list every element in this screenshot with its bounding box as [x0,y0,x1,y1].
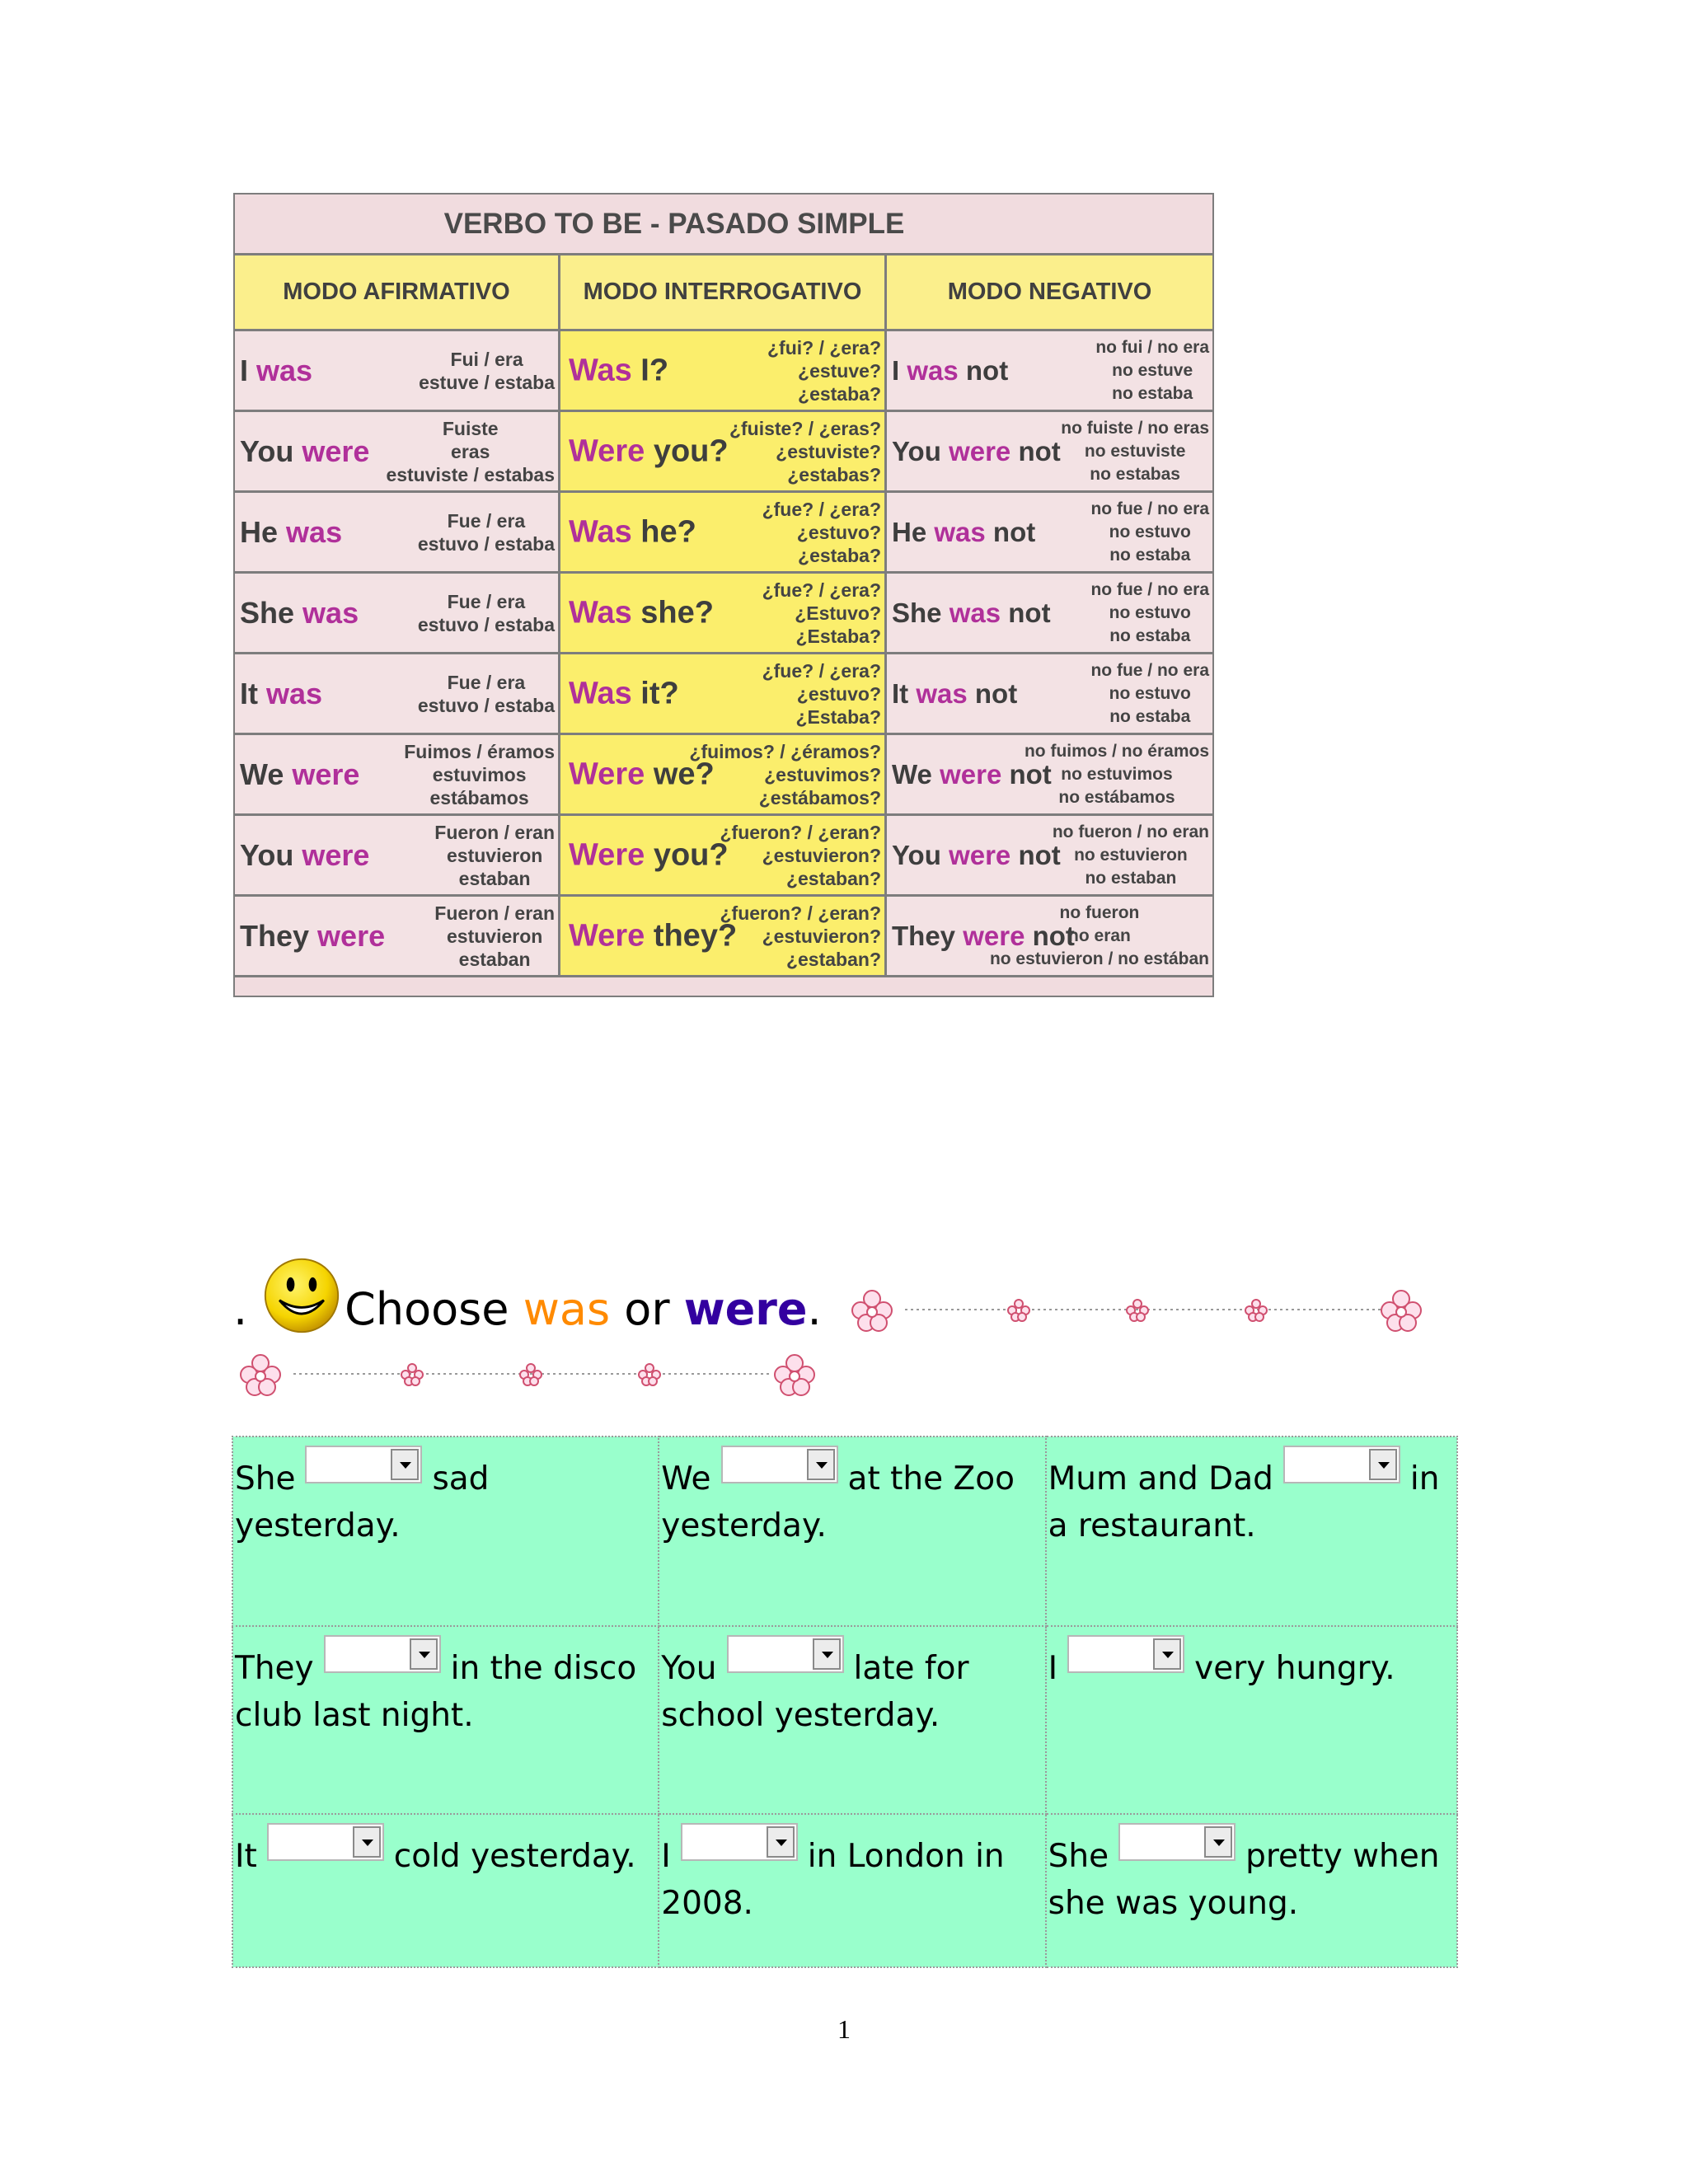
translation [1090,659,1209,729]
exercise-cell [232,1626,659,1814]
chart-cell-negative [887,412,1212,493]
exercise-row [232,1436,1457,1626]
subject: I? [640,353,669,387]
subject: it? [640,676,679,710]
smiley-icon [262,1256,341,1335]
translation-line: no estaba [1109,545,1191,565]
sentence-start: You [661,1650,717,1687]
translation [720,902,882,971]
chart-cell-interrogative [560,574,887,654]
translation [762,659,881,729]
affirmative-phrase [240,757,359,792]
translation-line: Fueron / eran [434,821,555,843]
sentence-start: She [1048,1838,1109,1875]
translation-line: no estaba [1112,383,1193,403]
translation-line: estuve / estaba [419,371,555,393]
answer-dropdown[interactable] [324,1635,441,1673]
translation-line: no estuviste [1084,441,1186,461]
verb-form: were [292,757,360,791]
translation-line: no estaba [1109,706,1191,726]
exercise-cell [232,1814,659,1967]
flower-divider-top [839,1277,1439,1335]
translation-line: ¿fueron? / ¿eran? [720,821,881,843]
exercise-cell [659,1626,1045,1814]
subject: We [892,758,932,790]
flower-icon [852,1291,892,1331]
chevron-down-icon[interactable] [1153,1638,1181,1670]
sentence-end: in London in 2008. [661,1838,1005,1922]
exercise-cell [232,1436,659,1626]
verb-form: Were [569,434,645,468]
translation-line: no estaban [1085,868,1177,888]
subject: They [892,920,956,951]
subject: They [240,918,310,953]
chart-cell-negative [887,331,1212,412]
translation-line: ¿estaba? [798,544,881,566]
interrogative-phrase [569,595,714,630]
translation-line: eras [451,440,490,462]
sentence-start: They [235,1650,314,1687]
subject: You [240,837,294,872]
translation [418,590,555,636]
translation-line: Fue / era [447,509,526,532]
flower-icon [639,1364,660,1385]
verb-form: was [256,353,313,387]
exercise-cell [1046,1626,1457,1814]
sentence-start: She [235,1460,296,1497]
verb-form: was [286,514,343,549]
translation-line: Fue / era [447,590,526,612]
translation [1090,579,1209,648]
chart-cell-negative [887,654,1212,735]
negative-phrase [892,355,1008,387]
affirmative-phrase [240,919,385,954]
translation-line: ¿fue? / ¿era? [762,579,881,601]
subject: he? [640,514,696,549]
translation-line: ¿Estaba? [795,625,881,647]
subject: I [240,353,249,387]
negation: not [1032,920,1075,951]
translation-line: ¿estuvo? [796,682,881,705]
sentence-end: cold yesterday. [393,1838,636,1875]
translation [1090,498,1209,567]
translation-line: no estabas [1090,464,1180,484]
chart-cell-interrogative [560,897,887,977]
chevron-down-icon[interactable] [391,1449,419,1480]
interrogative-phrase [569,676,679,711]
negative-phrase [892,436,1061,467]
verb-form: was [907,354,959,386]
flower-icon [775,1355,814,1395]
header-affirmative: MODO AFIRMATIVO [235,255,560,331]
sentence-start: It [235,1838,257,1875]
translation-line: ¿estuviste? [776,440,881,462]
translation-line: no estuvieron / no estában [989,949,1209,968]
translation-line: no fueron [1059,902,1140,922]
subject: she? [640,595,714,630]
translation [1025,740,1209,809]
chart-cell-affirmative [235,331,560,412]
translation [720,821,882,890]
sentence-end: in a restaurant. [1048,1460,1440,1544]
translation-line: no fuiste / no eras [1061,418,1209,438]
verb-form: Was [569,514,632,549]
translation-line: ¿estuve? [798,359,881,382]
sentence-start: I [1048,1650,1058,1687]
subject: You [892,435,941,466]
sentence-end: in the disco club last night. [235,1650,637,1734]
chevron-down-icon[interactable] [1204,1826,1232,1858]
translation-line: estaban [458,948,531,970]
translation-line: no estuve [1112,360,1193,380]
negative-phrase [892,598,1051,629]
verb-form: was [949,597,1001,628]
header-negative: MODO NEGATIVO [887,255,1212,331]
verb-form: were [940,758,1002,790]
heading-was: was [523,1283,611,1335]
translation-line: ¿fui? / ¿era? [767,336,881,359]
translation [434,821,555,890]
chart-cell-affirmative [235,816,560,897]
chart-cell-affirmative [235,412,560,493]
verb-form: was [934,516,986,547]
sentence-start: We [661,1460,711,1497]
answer-dropdown[interactable] [267,1823,384,1861]
translation-line: Fueron / eran [434,902,555,924]
negation: not [1018,435,1061,466]
answer-dropdown[interactable] [1283,1446,1400,1483]
translation [990,902,1209,971]
flower-divider-bottom [227,1342,837,1399]
translation-line: ¿fuimos? / ¿éramos? [689,740,881,762]
flower-icon [1381,1291,1421,1331]
translation [418,671,555,717]
exercise-row [232,1814,1457,1967]
chart-cell-affirmative [235,574,560,654]
verb-form: were [963,920,1025,951]
answer-dropdown[interactable] [1118,1823,1236,1861]
translation [689,740,881,809]
verb-form: Were [569,757,645,791]
sentence-start: I [661,1838,671,1875]
translation-line: ¿Estuvo? [795,602,881,624]
answer-dropdown[interactable] [1067,1635,1184,1673]
chart-cell-affirmative [235,654,560,735]
verb-form: Were [569,918,645,953]
answer-dropdown[interactable] [727,1635,844,1673]
chart-cell-interrogative [560,735,887,816]
exercise-cell [659,1436,1045,1626]
translation [419,348,555,394]
heading-or: or [624,1283,670,1335]
translation-line: estaban [458,867,531,889]
negation: not [1008,597,1051,628]
subject: He [240,514,279,549]
translation [762,498,881,567]
translation-line: ¿estabas? [787,463,881,485]
sentence-end: late for school yesterday. [661,1650,969,1734]
chevron-down-icon[interactable] [410,1638,438,1670]
subject: You [892,839,941,870]
translation-line: estuvo / estaba [417,613,555,635]
chart-cell-interrogative [560,331,887,412]
exercise-body [232,1436,1457,1967]
negation: not [965,354,1009,386]
translation-line: Fue / era [447,671,526,693]
interrogative-phrase [569,837,729,873]
sentence-start: Mum and Dad [1048,1460,1273,1497]
chart-cell-negative [887,493,1212,574]
verb-form: were [317,918,386,953]
translation-line: ¿estuvo? [796,521,881,543]
translation-line: estuvieron [446,844,543,866]
translation [762,579,881,648]
verb-form: were [302,434,370,468]
translation-line: no estuvieron [1074,845,1188,865]
translation-line: no fuimos / no éramos [1024,741,1209,761]
chart-cell-negative [887,816,1212,897]
chevron-down-icon[interactable] [813,1638,841,1670]
verb-form: was [916,677,968,709]
flower-icon [1245,1300,1267,1321]
heading-choose: Choose [345,1283,509,1335]
affirmative-phrase [240,354,312,388]
translation [1095,336,1209,405]
answer-dropdown[interactable] [305,1446,422,1483]
chart-grid [235,255,1212,977]
translation-line: ¿estábamos? [758,786,881,808]
chevron-down-icon[interactable] [807,1449,835,1480]
exercise-heading [233,1253,822,1335]
verb-form: Were [569,837,645,872]
exercise-cell [1046,1814,1457,1967]
chart-cell-affirmative [235,735,560,816]
subject: you? [653,837,729,872]
verb-form: were [949,435,1011,466]
chart-title: VERBO TO BE - PASADO SIMPLE [235,194,1212,255]
verb-form: were [302,837,370,872]
subject: She [892,597,942,628]
chevron-down-icon[interactable] [1369,1449,1397,1480]
translation-line: no fue / no era [1090,499,1209,518]
translation-line: no fueron / no eran [1052,822,1209,841]
translation [1053,821,1209,890]
negation: not [1009,758,1052,790]
translation-line: ¿estaban? [785,948,881,970]
heading-were: were [683,1283,808,1335]
translation-line: no fue / no era [1090,660,1209,680]
negation: not [992,516,1036,547]
verb-form: Was [569,676,632,710]
translation-line: estuviste / estabas [386,463,555,485]
translation-line: Fuiste [442,417,499,439]
verb-to-be-chart [233,193,1214,997]
translation-line: ¿fue? / ¿era? [762,659,881,682]
translation-line: ¿estuvieron? [762,925,881,947]
translation-line: no fui / no era [1095,337,1209,357]
translation-line: no estuvo [1109,683,1191,703]
translation-line: no estuvo [1109,602,1191,622]
subject: It [892,677,909,709]
translation-line: estuvimos [432,763,527,785]
affirmative-phrase [240,515,342,550]
chart-cell-affirmative [235,493,560,574]
translation-line: ¿estuvimos? [764,763,881,785]
translation-line: estábamos [429,786,529,808]
subject: We [240,757,284,791]
translation-line: no estuvimos [1061,764,1173,784]
translation [418,509,555,555]
subject: we? [653,757,715,791]
translation [1061,417,1209,486]
page-number: 1 [837,2014,851,2044]
chart-cell-negative [887,735,1212,816]
exercise-cell [659,1814,1045,1967]
translation-line: estuvieron [446,925,543,947]
negative-phrase [892,517,1035,548]
chevron-down-icon[interactable] [767,1826,795,1858]
translation-line: ¿fuiste? / ¿eras? [729,417,881,439]
flower-icon [1008,1300,1029,1321]
sentence-end: pretty when she was young. [1048,1838,1440,1922]
verb-form: Was [569,595,632,630]
chart-cell-interrogative [560,493,887,574]
negative-phrase [892,840,1061,871]
translation [386,417,555,486]
translation [767,336,881,405]
translation [434,902,555,971]
verb-form: Was [569,353,632,387]
subject: It [240,676,258,710]
subject: She [240,595,295,630]
header-interrogative: MODO INTERROGATIVO [560,255,887,331]
heading-end: . [807,1283,822,1335]
exercise-table [232,1436,1458,1968]
translation-line: no estaba [1109,626,1191,645]
sentence-end: at the Zoo yesterday. [661,1460,1015,1544]
subject: He [892,516,927,547]
translation-line: ¿estuvieron? [762,844,881,866]
chart-cell-negative [887,897,1212,977]
affirmative-phrase [240,434,369,469]
translation-line: ¿fue? / ¿era? [762,498,881,520]
chart-cell-interrogative [560,412,887,493]
chevron-down-icon[interactable] [353,1826,381,1858]
negative-phrase [892,678,1017,710]
verb-form: was [266,676,323,710]
subject: I [892,354,900,386]
subject: You [240,434,294,468]
negation: not [1018,839,1061,870]
flower-icon [241,1355,280,1395]
translation-line: ¿estaban? [785,867,881,889]
affirmative-phrase [240,596,359,630]
interrogative-phrase [569,918,737,954]
exercise-row [232,1626,1457,1814]
flower-icon [401,1364,423,1385]
translation-line: ¿Estaba? [795,705,881,728]
chart-cell-interrogative [560,654,887,735]
verb-form: was [302,595,359,630]
interrogative-phrase [569,353,668,388]
subject: you? [653,434,729,468]
translation-line: ¿fueron? / ¿eran? [720,902,881,924]
translation-line: estuvo / estaba [417,694,555,716]
chart-cell-negative [887,574,1212,654]
translation-line: Fui / era [450,348,523,370]
translation-line: ¿estaba? [798,382,881,405]
affirmative-phrase [240,838,369,873]
translation-line: no estábamos [1058,787,1175,807]
translation-line: no fue / no era [1090,579,1209,599]
chart-cell-affirmative [235,897,560,977]
answer-dropdown[interactable] [681,1823,798,1861]
subject: they? [653,918,738,953]
translation-line: no estuvo [1109,522,1191,541]
exercise-cell [1046,1436,1457,1626]
answer-dropdown[interactable] [721,1446,838,1483]
chart-cell-interrogative [560,816,887,897]
verb-form: were [949,839,1011,870]
sentence-end: sad yesterday. [235,1460,490,1544]
translation-line: Fuimos / éramos [404,740,555,762]
translation-line: no eran [1068,926,1131,945]
affirmative-phrase [240,677,322,711]
sentence-end: very hungry. [1194,1650,1395,1687]
interrogative-phrase [569,434,729,469]
translation [729,417,881,486]
heading-lead: . [233,1283,248,1335]
translation [404,740,555,809]
negation: not [974,677,1018,709]
translation-line: estuvo / estaba [417,532,555,555]
interrogative-phrase [569,514,696,550]
